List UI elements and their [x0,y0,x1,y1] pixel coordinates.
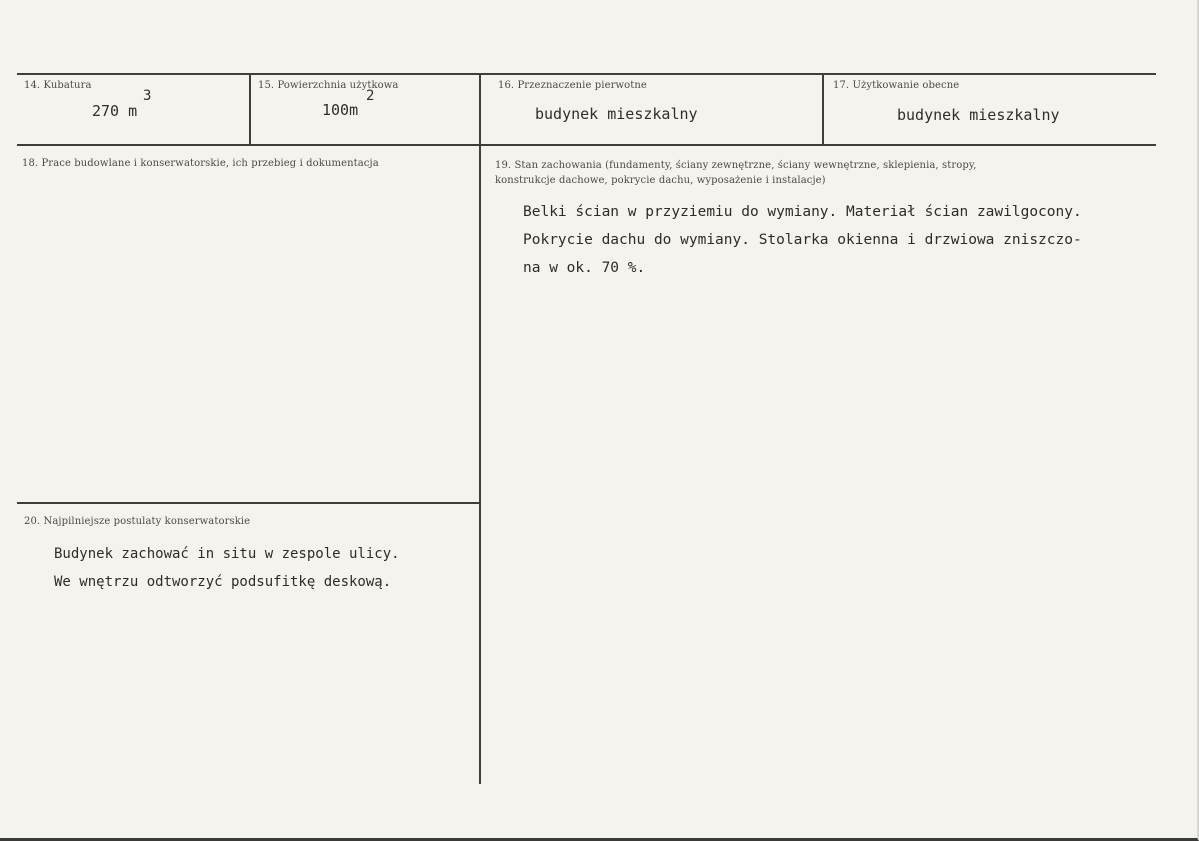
stan-label-line1: 19. Stan zachowania (fundamenty, ściany zewnętrzne, ściany wewnętrzne, sklepienia, stropy, [495,160,977,171]
postulaty-line: Budynek zachować in situ w zespole ulicy. [54,546,400,562]
kubatura-label: 14. Kubatura [24,80,92,91]
col-divider-2 [479,73,481,784]
przeznaczenie-label: 16. Przeznaczenie pierwotne [498,80,647,91]
uzytkowanie-value: budynek mieszkalny [897,106,1060,124]
col-divider-3 [822,73,824,145]
stan-line: na w ok. 70 %. [523,260,646,276]
stan-line: Belki ścian w przyziemiu do wymiany. Materiał ścian zawilgocony. [523,204,1082,220]
postulaty-label: 20. Najpilniejsze postulaty konserwatorskie [24,516,251,527]
powierzchnia-label: 15. Powierzchnia użytkowa [258,80,399,91]
stan-label-line2: konstrukcje dachowe, pokrycie dachu, wyposażenie i instalacje) [495,175,826,186]
przeznaczenie-value: budynek mieszkalny [535,105,698,123]
prace-label: 18. Prace budowlane i konserwatorskie, ich przebieg i dokumentacja [22,158,379,169]
row-divider [17,144,1156,146]
top-rule [17,73,1156,75]
kubatura-unit-exponent: 3 [143,88,152,104]
stan-line: Pokrycie dachu do wymiany. Stolarka okienna i drzwiowa zniszczo- [523,232,1082,248]
stan-text [523,198,1082,282]
col-divider-1 [249,73,251,145]
postulaty-text [54,540,400,596]
section-divider [17,502,479,504]
kubatura-value: 270 m [92,102,138,120]
uzytkowanie-label: 17. Użytkowanie obecne [833,80,960,91]
powierzchnia-unit-exponent: 2 [366,88,375,104]
powierzchnia-value: 100m [322,101,359,119]
postulaty-line: We wnętrzu odtworzyć podsufitkę deskową. [54,574,392,590]
